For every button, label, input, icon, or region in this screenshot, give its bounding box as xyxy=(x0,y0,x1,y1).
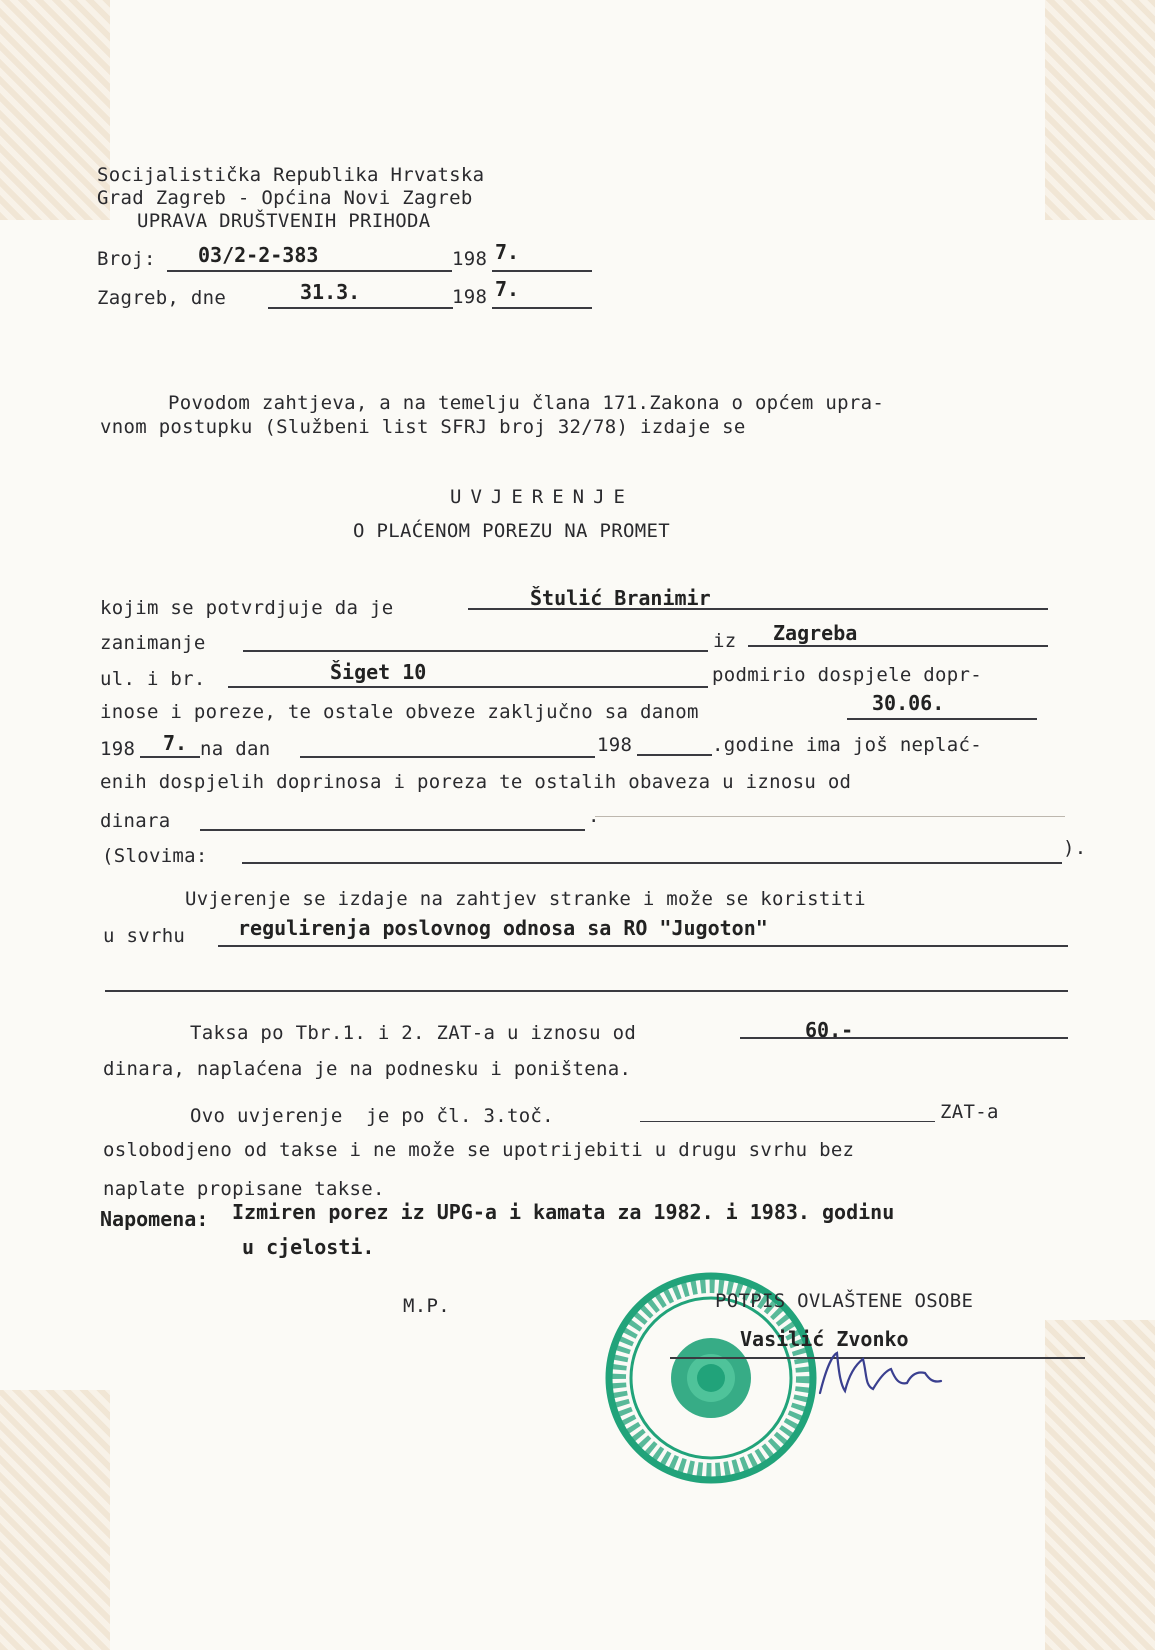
purpose-underline xyxy=(218,945,1068,947)
exempt-line-1b: ZAT-a xyxy=(940,1101,999,1123)
year-prefix: 198 xyxy=(100,738,136,760)
danom-underline xyxy=(847,718,1037,720)
year2-prefix: 198 xyxy=(597,734,633,756)
potpis-label: POTPIS OVLAŠTENE OSOBE xyxy=(715,1290,974,1312)
header-office: UPRAVA DRUŠTVENIH PRIHODA xyxy=(137,210,431,232)
name-value: Štulić Branimir xyxy=(530,586,711,610)
corner-wear-bottom-left xyxy=(0,1390,110,1650)
na-dan-underline xyxy=(300,756,595,758)
year-value: 7. xyxy=(163,731,188,755)
address-underline xyxy=(228,686,708,688)
year-underline xyxy=(140,756,200,758)
ul-label: ul. i br. xyxy=(100,668,206,690)
intro-line-2: vnom postupku (Službeni list SFRJ broj 32/78) izdaje se xyxy=(100,416,746,438)
city-underline xyxy=(748,645,1048,647)
slovima-label: (Slovima: xyxy=(102,845,208,867)
city-value: Zagreba xyxy=(773,621,858,645)
slovima-underline xyxy=(242,862,1062,864)
intro-line-1: Povodom zahtjeva, a na temelju člana 171.Zakona o općem upra- xyxy=(168,392,885,414)
purpose-underline-2 xyxy=(105,990,1068,992)
taksa-amount: 60.- xyxy=(805,1018,854,1042)
dinara-label: dinara xyxy=(100,810,171,832)
exempt-line-3: naplate propisane takse. xyxy=(103,1178,385,1200)
dinara-underline xyxy=(200,829,585,831)
broj-underline xyxy=(167,270,452,272)
header-republic: Socijalistička Republika Hrvatska xyxy=(97,164,485,186)
handwritten-signature xyxy=(815,1345,945,1400)
exempt-line-2: oslobodjeno od takse i ne može se upotrijebiti u drugu svrhu bez xyxy=(103,1139,855,1161)
napomena-line-1: Izmiren porez iz UPG-a i kamata za 1982. i 1983. godinu xyxy=(232,1200,895,1224)
datum-year-underline xyxy=(492,307,592,309)
taksa-line-1: Taksa po Tbr.1. i 2. ZAT-a u iznosu od xyxy=(190,1022,637,1044)
datum-value: 31.3. xyxy=(300,280,361,304)
dinara-extra-line xyxy=(595,816,1065,817)
u-svrhu-label: u svrhu xyxy=(103,925,186,947)
signer-name: Vasilić Zvonko xyxy=(740,1327,909,1351)
mp-label: M.P. xyxy=(403,1295,450,1317)
year2-underline xyxy=(637,754,712,756)
document-subtitle: O PLAĆENOM POREZU NA PROMET xyxy=(353,520,670,542)
datum-label: Zagreb, dne xyxy=(97,287,227,309)
datum-underline xyxy=(268,307,453,309)
exempt-line-1a: Ovo uvjerenje je po čl. 3.toč. xyxy=(190,1105,554,1127)
corner-wear-bottom-right xyxy=(1045,1320,1155,1650)
datum-year-prefix: 198 xyxy=(452,286,488,308)
purpose-line-1: Uvjerenje se izdaje na zahtjev stranke i može se koristiti xyxy=(185,888,866,910)
taksa-underline xyxy=(740,1037,1068,1039)
godine-label: .godine ima još neplać- xyxy=(712,734,982,756)
broj-year-prefix: 198 xyxy=(452,248,488,270)
header-city: Grad Zagreb - Općina Novi Zagreb xyxy=(97,187,473,209)
purpose-value: regulirenja poslovnog odnosa sa RO "Jugoton" xyxy=(238,916,768,940)
datum-year-suffix: 7. xyxy=(495,277,520,301)
corner-wear-top-right xyxy=(1045,0,1155,220)
document-title: UVJERENJE xyxy=(450,486,634,508)
corner-wear-top-left xyxy=(0,0,110,220)
slovima-end: ). xyxy=(1063,837,1087,859)
body-line-6: enih dospjelih doprinosa i poreza te ostalih obaveza u iznosu od xyxy=(100,771,852,793)
napomena-line-2: u cjelosti. xyxy=(242,1235,375,1259)
kojim-label: kojim se potvrdjuje da je xyxy=(100,597,394,619)
body-line-4: inose i poreze, te ostale obveze zaključno sa danom xyxy=(100,701,699,723)
zanimanje-underline xyxy=(243,650,708,652)
broj-year-suffix: 7. xyxy=(495,240,520,264)
broj-value: 03/2-2-383 xyxy=(198,243,319,267)
broj-year-underline xyxy=(492,270,592,272)
danom-value: 30.06. xyxy=(872,691,945,715)
dinara-dot: . xyxy=(588,805,600,827)
zanimanje-label: zanimanje xyxy=(100,632,206,654)
broj-label: Broj: xyxy=(97,248,156,270)
iz-label: iz xyxy=(713,630,737,652)
address-value: Šiget 10 xyxy=(330,660,427,684)
exempt-underline xyxy=(640,1121,935,1122)
na-dan-label: na dan xyxy=(200,738,271,760)
taksa-line-2: dinara, naplaćena je na podnesku i poništena. xyxy=(103,1058,632,1080)
podmirio-label: podmirio dospjele dopr- xyxy=(712,664,982,686)
napomena-label: Napomena: xyxy=(100,1207,209,1231)
